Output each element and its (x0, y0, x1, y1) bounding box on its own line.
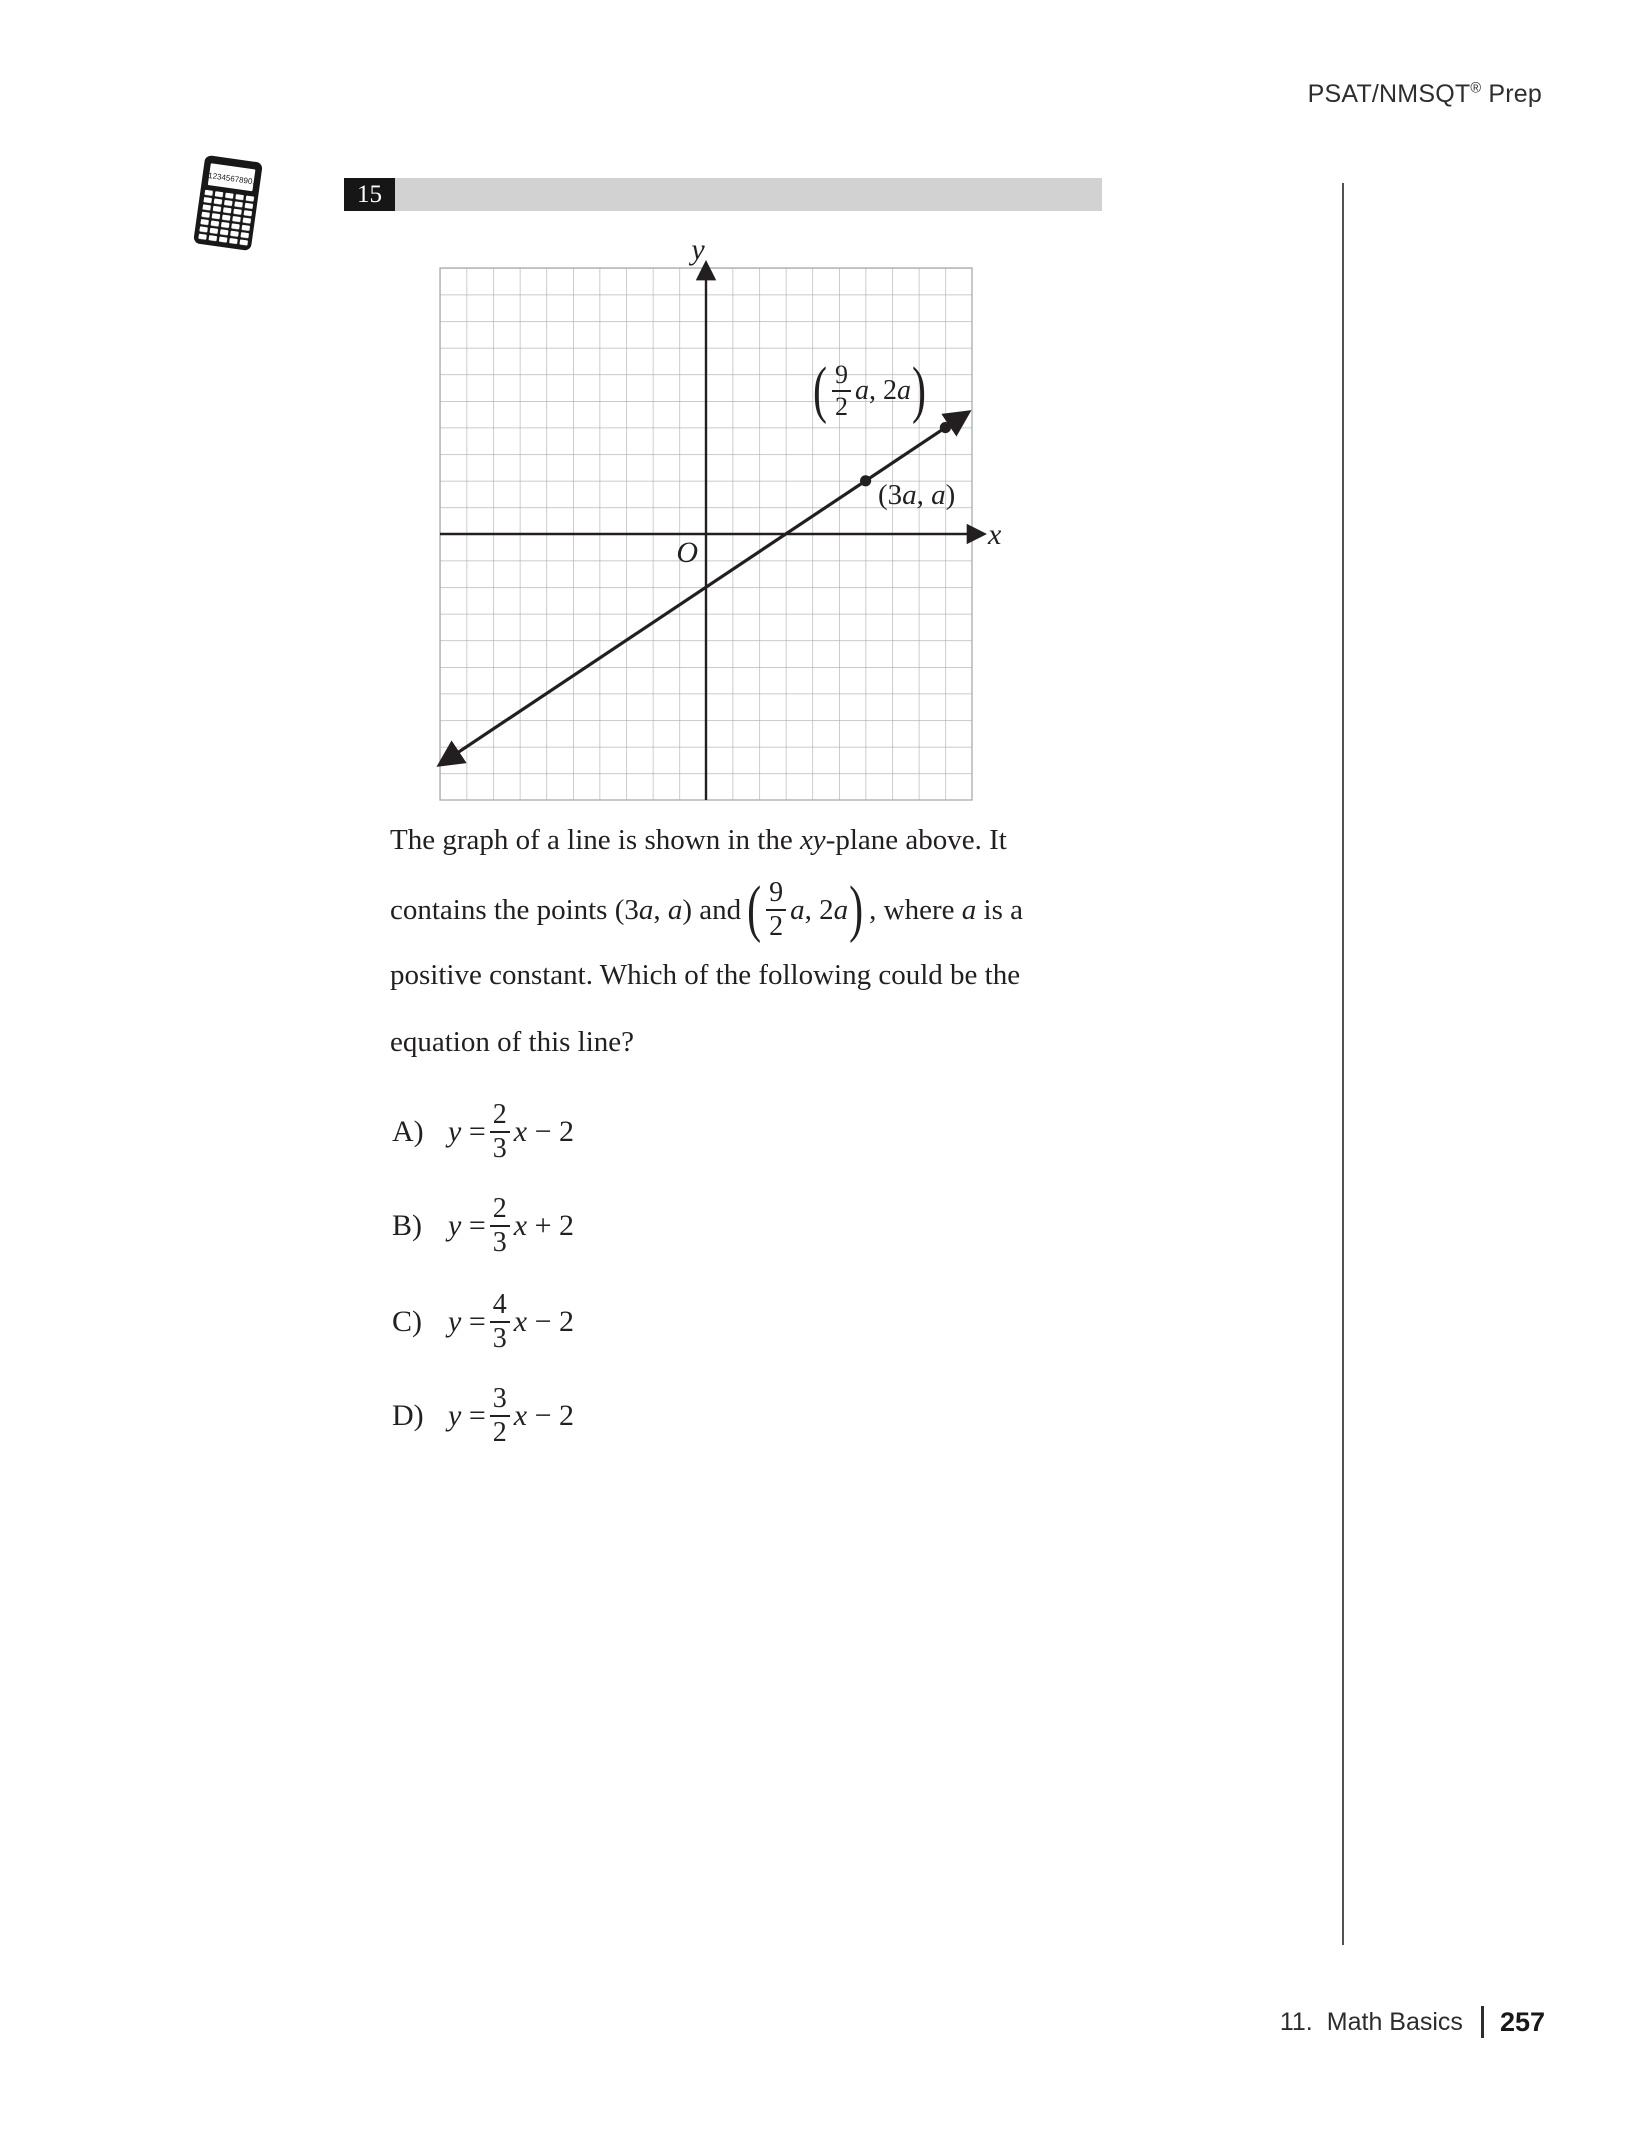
question-banner-bar (395, 178, 1102, 211)
question-banner (344, 178, 1102, 211)
fraction-numerator: 2 (492, 1193, 507, 1224)
question-line-2 (390, 864, 1023, 956)
choice-equation-post: x + 2 (513, 1209, 574, 1242)
calculator-keys (198, 190, 254, 246)
figure-graph (436, 244, 1016, 814)
choice-equation-pre: y = (448, 1115, 486, 1148)
fraction-denominator: 3 (492, 1133, 507, 1164)
fraction-numerator: 9 (835, 360, 848, 389)
fraction-denominator: 3 (492, 1227, 507, 1258)
point-dot-2 (940, 422, 951, 433)
fraction-denominator: 2 (835, 392, 848, 421)
question-line-1: The graph of a line is shown in the xy-plane above. It (390, 824, 1007, 856)
x-axis-label: x (988, 518, 1002, 551)
fraction-denominator: 3 (492, 1323, 507, 1354)
choice-equation-post: x − 2 (513, 1305, 574, 1338)
choice-row-c (392, 1285, 574, 1359)
choice-row-a (392, 1095, 574, 1169)
origin-label: O (676, 536, 698, 569)
question-line-2-pre: contains the points (3a, a) and (390, 894, 742, 926)
fraction-numerator: 3 (492, 1383, 507, 1414)
chapter-title: Math Basics (1326, 2007, 1463, 2036)
choice-fraction (490, 1099, 510, 1165)
calculator-icon (189, 153, 266, 260)
question-number-badge: 15 (344, 178, 395, 211)
choice-label: B) (392, 1209, 422, 1242)
open-paren: ( (813, 356, 827, 426)
close-paren: ) (849, 875, 864, 945)
point-label-2 (812, 352, 927, 430)
graph-svg (436, 244, 1016, 814)
choice-row-d (392, 1379, 574, 1453)
footer (1280, 2002, 1545, 2042)
open-paren: ( (747, 875, 762, 945)
choice-label: C) (392, 1305, 422, 1338)
fraction-numerator: 4 (492, 1289, 507, 1320)
question-fraction (766, 877, 786, 943)
point-dot-1 (860, 475, 871, 486)
right-vertical-rule (1342, 183, 1344, 1945)
question-inline-point (746, 877, 864, 943)
chapter-number: 11. (1279, 2007, 1313, 2036)
choice-equation-pre: y = (448, 1399, 486, 1432)
choice-equation-post: x − 2 (513, 1115, 574, 1148)
point-label-1: (3a, a) (878, 479, 956, 511)
choice-equation-pre: y = (448, 1305, 486, 1338)
header-brand: PSAT/NMSQT® Prep (1307, 80, 1542, 108)
calculator-svg (190, 153, 266, 255)
y-axis-label: y (691, 244, 705, 266)
fraction-numerator: 2 (492, 1099, 507, 1130)
point2-label-tail: a, 2a (855, 375, 911, 406)
choice-label: A) (392, 1115, 424, 1148)
close-paren: ) (912, 356, 926, 426)
question-line-3: positive constant. Which of the following could be the (390, 959, 1021, 991)
question-line-2-post: , where a is a (869, 894, 1023, 926)
question-line-4: equation of this line? (390, 1026, 635, 1058)
point2-fraction (832, 360, 851, 422)
choice-equation-post: x − 2 (513, 1399, 574, 1432)
choice-row-b (392, 1189, 574, 1263)
fraction-denominator: 2 (769, 911, 784, 942)
calculator-screen-text: 1234567890. (207, 170, 256, 187)
choice-fraction (490, 1289, 510, 1355)
choice-equation-pre: y = (448, 1209, 486, 1242)
choice-label: D) (392, 1399, 424, 1432)
choice-fraction (490, 1193, 510, 1259)
question-line-2-mid: a, 2a (790, 894, 849, 926)
choice-fraction (490, 1383, 510, 1449)
footer-divider (1481, 2006, 1484, 2038)
fraction-numerator: 9 (769, 877, 784, 908)
fraction-denominator: 2 (492, 1417, 507, 1448)
page-number: 257 (1499, 2006, 1545, 2037)
